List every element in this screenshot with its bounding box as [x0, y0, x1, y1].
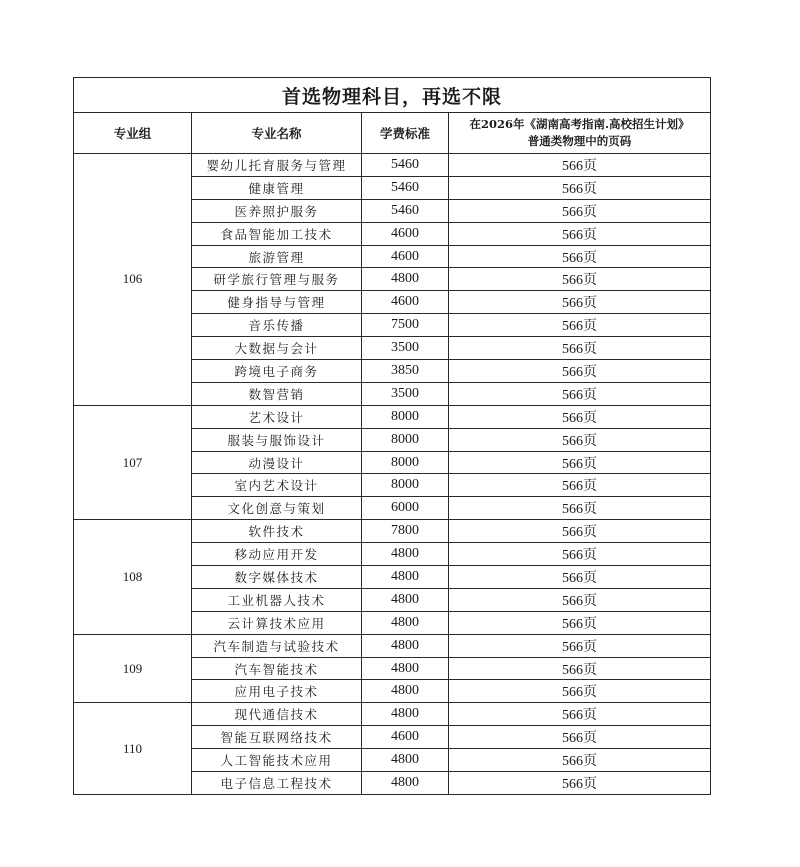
- page-number-cell: 566页: [449, 634, 711, 657]
- page-number-cell: 566页: [449, 360, 711, 383]
- table-row: [74, 154, 711, 177]
- major-name-cell: 数字媒体技术: [192, 566, 362, 589]
- tuition-fee-cell: 4800: [362, 703, 449, 726]
- table-row: [74, 405, 711, 428]
- header-row: [74, 113, 711, 154]
- major-name-cell: 音乐传播: [192, 314, 362, 337]
- page-number-cell: 566页: [449, 337, 711, 360]
- page-number-cell: 566页: [449, 451, 711, 474]
- page-number-cell: 566页: [449, 222, 711, 245]
- page-number-cell: 566页: [449, 154, 711, 177]
- page-number-cell: 566页: [449, 291, 711, 314]
- major-name-cell: 移动应用开发: [192, 543, 362, 566]
- group-id-cell: 106: [74, 154, 192, 406]
- tuition-fee-cell: 7500: [362, 314, 449, 337]
- table-row: [74, 520, 711, 543]
- page-number-cell: 566页: [449, 245, 711, 268]
- table-title: 首选物理科目，再选不限: [74, 78, 711, 113]
- page-number-cell: 566页: [449, 772, 711, 795]
- tuition-fee-cell: 5460: [362, 154, 449, 177]
- tuition-fee-cell: 4800: [362, 680, 449, 703]
- tuition-fee-cell: 3500: [362, 382, 449, 405]
- header-name: 专业名称: [192, 113, 362, 154]
- page-number-cell: 566页: [449, 314, 711, 337]
- page-number-cell: 566页: [449, 703, 711, 726]
- major-name-cell: 室内艺术设计: [192, 474, 362, 497]
- group-id-cell: 109: [74, 634, 192, 703]
- header-group: 专业组: [74, 113, 192, 154]
- page-number-cell: 566页: [449, 199, 711, 222]
- table-row: [74, 634, 711, 657]
- major-name-cell: 婴幼儿托育服务与管理: [192, 154, 362, 177]
- major-name-cell: 动漫设计: [192, 451, 362, 474]
- tuition-fee-cell: 3850: [362, 360, 449, 383]
- major-name-cell: 人工智能技术应用: [192, 749, 362, 772]
- table-row: [74, 703, 711, 726]
- major-name-cell: 医养照护服务: [192, 199, 362, 222]
- tuition-fee-cell: 8000: [362, 474, 449, 497]
- tuition-fee-cell: 5460: [362, 199, 449, 222]
- major-name-cell: 健康管理: [192, 176, 362, 199]
- header-page-note-line1: 在2026年《湖南高考指南.高校招生计划》: [469, 117, 690, 131]
- major-name-cell: 汽车智能技术: [192, 657, 362, 680]
- page-number-cell: 566页: [449, 566, 711, 589]
- major-name-cell: 现代通信技术: [192, 703, 362, 726]
- tuition-fee-cell: 7800: [362, 520, 449, 543]
- major-name-cell: 应用电子技术: [192, 680, 362, 703]
- tuition-fee-cell: 4800: [362, 634, 449, 657]
- group-id-cell: 107: [74, 405, 192, 519]
- tuition-fee-cell: 4800: [362, 566, 449, 589]
- tuition-fee-cell: 8000: [362, 428, 449, 451]
- tuition-fee-cell: 4800: [362, 268, 449, 291]
- tuition-fee-cell: 4800: [362, 657, 449, 680]
- major-name-cell: 数智营销: [192, 382, 362, 405]
- group-id-cell: 108: [74, 520, 192, 634]
- tuition-fee-cell: 4800: [362, 588, 449, 611]
- major-name-cell: 工业机器人技术: [192, 588, 362, 611]
- page-number-cell: 566页: [449, 680, 711, 703]
- page-number-cell: 566页: [449, 428, 711, 451]
- page-number-cell: 566页: [449, 520, 711, 543]
- tuition-fee-cell: 6000: [362, 497, 449, 520]
- page-number-cell: 566页: [449, 588, 711, 611]
- page-number-cell: 566页: [449, 497, 711, 520]
- tuition-fee-cell: 4800: [362, 611, 449, 634]
- major-name-cell: 智能互联网络技术: [192, 726, 362, 749]
- major-name-cell: 食品智能加工技术: [192, 222, 362, 245]
- page-number-cell: 566页: [449, 382, 711, 405]
- tuition-fee-cell: 4800: [362, 543, 449, 566]
- tuition-fee-cell: 5460: [362, 176, 449, 199]
- header-page-note: [449, 113, 711, 154]
- tuition-fee-cell: 4800: [362, 772, 449, 795]
- page-number-cell: 566页: [449, 405, 711, 428]
- major-name-cell: 健身指导与管理: [192, 291, 362, 314]
- major-name-cell: 服装与服饰设计: [192, 428, 362, 451]
- page-number-cell: 566页: [449, 176, 711, 199]
- group-id-cell: 110: [74, 703, 192, 795]
- page-number-cell: 566页: [449, 474, 711, 497]
- major-fee-table: [73, 77, 711, 795]
- tuition-fee-cell: 8000: [362, 451, 449, 474]
- page-number-cell: 566页: [449, 726, 711, 749]
- tuition-fee-cell: 4600: [362, 291, 449, 314]
- major-name-cell: 艺术设计: [192, 405, 362, 428]
- major-name-cell: 文化创意与策划: [192, 497, 362, 520]
- table-body: [74, 154, 711, 795]
- page-number-cell: 566页: [449, 543, 711, 566]
- tuition-fee-cell: 8000: [362, 405, 449, 428]
- major-name-cell: 软件技术: [192, 520, 362, 543]
- major-name-cell: 汽车制造与试验技术: [192, 634, 362, 657]
- title-row: [74, 78, 711, 113]
- header-fee: 学费标准: [362, 113, 449, 154]
- tuition-fee-cell: 4600: [362, 245, 449, 268]
- major-name-cell: 电子信息工程技术: [192, 772, 362, 795]
- tuition-fee-cell: 3500: [362, 337, 449, 360]
- header-page-note-line2: 普通类物理中的页码: [527, 134, 632, 148]
- major-name-cell: 旅游管理: [192, 245, 362, 268]
- tuition-fee-cell: 4600: [362, 726, 449, 749]
- major-name-cell: 大数据与会计: [192, 337, 362, 360]
- page-number-cell: 566页: [449, 268, 711, 291]
- page-number-cell: 566页: [449, 657, 711, 680]
- major-name-cell: 研学旅行管理与服务: [192, 268, 362, 291]
- major-name-cell: 云计算技术应用: [192, 611, 362, 634]
- page-number-cell: 566页: [449, 749, 711, 772]
- major-name-cell: 跨境电子商务: [192, 360, 362, 383]
- page-number-cell: 566页: [449, 611, 711, 634]
- tuition-fee-cell: 4600: [362, 222, 449, 245]
- tuition-fee-cell: 4800: [362, 749, 449, 772]
